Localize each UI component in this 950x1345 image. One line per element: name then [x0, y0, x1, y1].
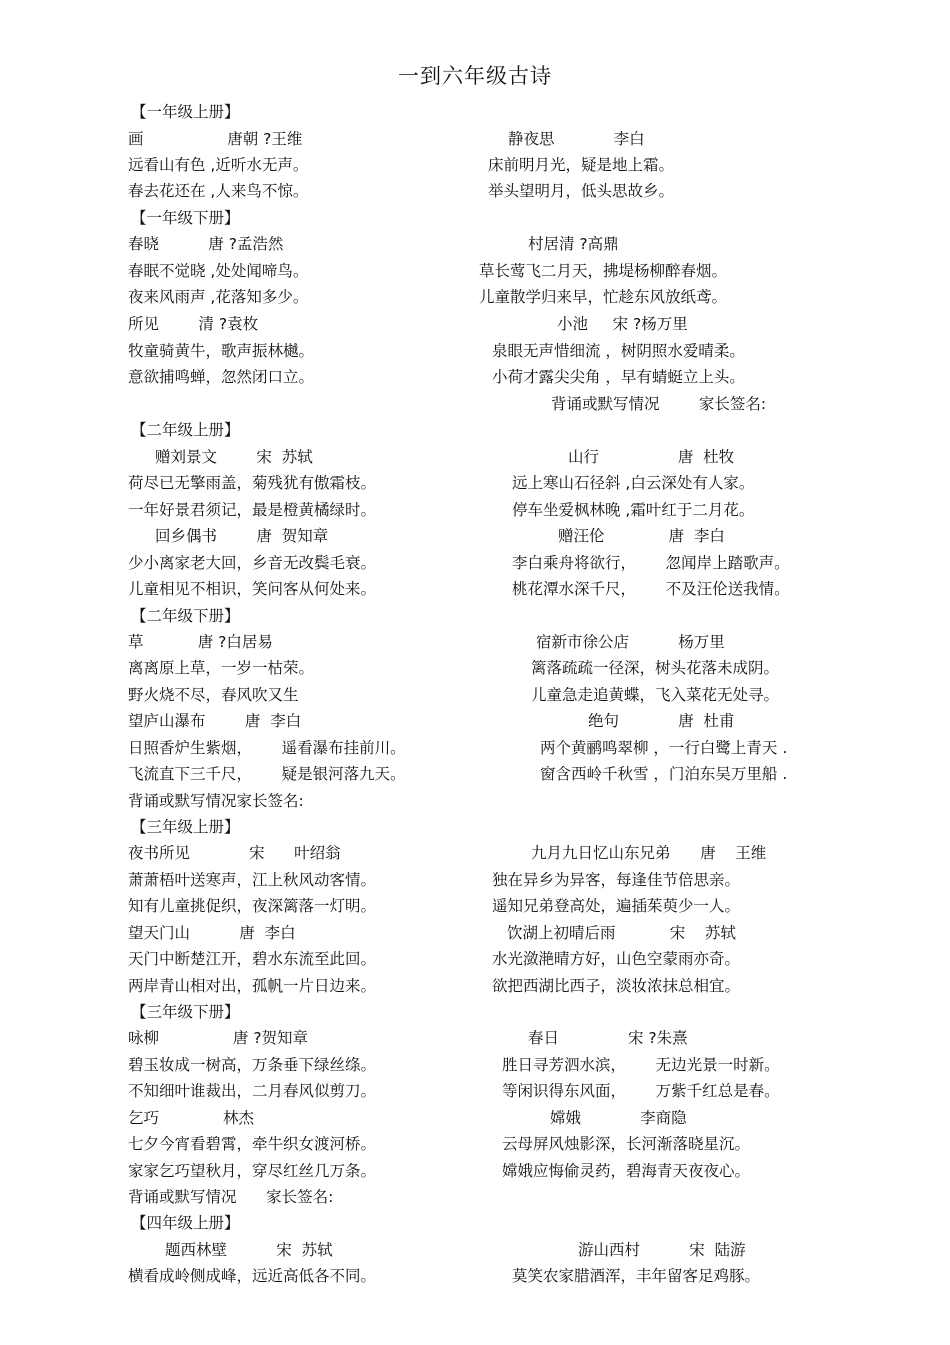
poem-line: 嫦娥应悔偷灵药，碧海青天夜夜心。	[502, 1162, 751, 1180]
poem-title-jueju: 绝句 唐 杜甫	[588, 712, 735, 730]
poem-line: 离离原上草，一岁一枯荣。	[128, 659, 315, 677]
poem-line: 少小离家老大回，乡音无改鬓毛衰。	[128, 554, 377, 572]
poem-title-jiuyuejiuri: 九月九日忆山东兄弟 唐 王维	[531, 844, 767, 862]
poem-title-chunri: 春日 宋 ?朱熹	[528, 1029, 688, 1047]
poem-line: 七夕今宵看碧霄，牵牛织女渡河桥。	[128, 1135, 377, 1153]
poem-title-shanxing: 山行 唐 杜牧	[568, 448, 735, 466]
poem-line: 举头望明月，低头思故乡。	[488, 182, 675, 200]
poem-title-change: 嫦娥 李商隐	[550, 1109, 687, 1127]
poem-title-zengliujingwen: 赠刘景文 宋 苏轼	[155, 448, 313, 466]
poem-title-tixilinbi: 题西林壁 宋 苏轼	[165, 1241, 333, 1259]
poem-line: 儿童相见不相识，笑问客从何处来。	[128, 580, 377, 598]
poem-line: 两岸青山相对出，孤帆一片日边来。	[128, 977, 377, 995]
poem-line: 云母屏风烛影深，长河渐落晓星沉。	[502, 1135, 751, 1153]
poem-line: 一年好景君须记，最是橙黄橘绿时。	[128, 501, 377, 519]
poem-title-yinhushang: 饮湖上初晴后雨 宋 苏轼	[507, 924, 736, 942]
poem-line: 不知细叶谁裁出，二月春风似剪刀。	[128, 1082, 377, 1100]
poem-title-hua: 画 唐朝 ?王维	[128, 130, 303, 148]
poem-line: 小荷才露尖尖角 ，早有蜻蜓立上头。	[492, 368, 745, 386]
poem-line: 莫笑农家腊酒浑，丰年留客足鸡豚。	[512, 1267, 761, 1285]
section-heading-grade4-a: 【四年级上册】	[131, 1214, 240, 1232]
poem-line: 等闲识得东风面， 万紫千红总是春。	[502, 1082, 780, 1100]
poem-line: 意欲捕鸣蝉，忽然闭口立。	[128, 368, 315, 386]
poem-line: 天门中断楚江开，碧水东流至此回。	[128, 950, 377, 968]
poem-line: 李白乘舟将欲行， 忽闻岸上踏歌声。	[512, 554, 790, 572]
poem-title-yeshusuojian: 夜书所见 宋 叶绍翁	[128, 844, 341, 862]
poem-line: 牧童骑黄牛，歌声振林樾。	[128, 342, 315, 360]
poem-line: 春去花还在 ,人来鸟不惊。	[128, 182, 309, 200]
poem-title-huixiang: 回乡偶书 唐 贺知章	[155, 527, 329, 545]
section-heading-grade3-a: 【三年级上册】	[131, 818, 240, 836]
poem-line: 碧玉妆成一树高，万条垂下绿丝绦。	[128, 1056, 377, 1074]
poem-line: 远看山有色 ,近听水无声。	[128, 156, 309, 174]
section-heading-grade3-b: 【三年级下册】	[131, 1003, 240, 1021]
poem-line: 萧萧梧叶送寒声，江上秋风动客情。	[128, 871, 377, 889]
poem-line: 知有儿童挑促织，夜深篱落一灯明。	[128, 897, 377, 915]
poem-line: 荷尽已无擎雨盖，菊残犹有傲霜枝。	[128, 474, 377, 492]
section-heading-grade1-b: 【一年级下册】	[131, 209, 240, 227]
poem-line: 两个黄鹂鸣翠柳 ，一行白鹭上青天 .	[540, 739, 788, 757]
poem-line: 欲把西湖比西子，淡妆浓抹总相宜。	[492, 977, 741, 995]
poem-line: 儿童散学归来早，忙趁东风放纸鸢。	[479, 288, 728, 306]
section-heading-grade2-b: 【二年级下册】	[131, 607, 240, 625]
poem-line: 胜日寻芳泗水滨， 无边光景一时新。	[502, 1056, 780, 1074]
poem-title-youshanxicun: 游山西村 宋 陆游	[578, 1241, 746, 1259]
poem-line: 夜来风雨声 ,花落知多少。	[128, 288, 309, 306]
page-title: 一到六年级古诗	[398, 64, 552, 88]
poem-line: 遥知兄弟登高处，遍插茱萸少一人。	[492, 897, 741, 915]
poem-title-suojian: 所见 清 ?袁枚	[128, 315, 259, 333]
poem-line: 水光潋滟晴方好，山色空蒙雨亦奇。	[492, 950, 741, 968]
poem-line: 独在异乡为异客，每逢佳节倍思亲。	[492, 871, 741, 889]
poem-line: 床前明月光，疑是地上霜。	[488, 156, 675, 174]
poem-line: 泉眼无声惜细流 ，树阴照水爱晴柔。	[492, 342, 745, 360]
poem-line: 停车坐爱枫林晚 ,霜叶红于二月花。	[512, 501, 755, 519]
poem-title-chunxiao: 春晓 唐 ?孟浩然	[128, 235, 284, 253]
poem-title-qiqiao: 乞巧 林杰	[128, 1109, 255, 1127]
poem-title-yongliu: 咏柳 唐 ?贺知章	[128, 1029, 309, 1047]
poem-line: 儿童急走追黄蝶，飞入菜花无处寻。	[531, 686, 780, 704]
recitation-signature-line: 背诵或默写情况 家长签名:	[128, 1188, 334, 1206]
poem-title-wangtianmenshan: 望天门山 唐 李白	[128, 924, 296, 942]
poem-title-wanglushan: 望庐山瀑布 唐 李白	[128, 712, 302, 730]
poem-title-zengwanglun: 赠汪伦 唐 李白	[558, 527, 725, 545]
poem-title-cunju: 村居清 ?高鼎	[528, 235, 619, 253]
poem-line: 飞流直下三千尺， 疑是银河落九天。	[128, 765, 406, 783]
poem-line: 草长莺飞二月天，拂堤杨柳醉春烟。	[479, 262, 728, 280]
recitation-signature-line: 背诵或默写情况 家长签名:	[551, 395, 767, 413]
poem-line: 篱落疏疏一径深，树头花落未成阴。	[531, 659, 780, 677]
poem-line: 远上寒山石径斜 ,白云深处有人家。	[512, 474, 755, 492]
poem-title-suxinshi: 宿新市徐公店 杨万里	[536, 633, 725, 651]
poem-title-cao: 草 唐 ?白居易	[128, 633, 273, 651]
poem-line: 桃花潭水深千尺， 不及汪伦送我情。	[512, 580, 790, 598]
recitation-signature-line: 背诵或默写情况家长签名:	[128, 792, 304, 810]
section-heading-grade2-a: 【二年级上册】	[131, 421, 240, 439]
poem-line: 窗含西岭千秋雪 ，门泊东吴万里船 .	[540, 765, 788, 783]
poem-line: 日照香炉生紫烟， 遥看瀑布挂前川。	[128, 739, 406, 757]
poem-line: 横看成岭侧成峰，远近高低各不同。	[128, 1267, 377, 1285]
poem-line: 春眠不觉晓 ,处处闻啼鸟。	[128, 262, 309, 280]
poem-line: 野火烧不尽，春风吹又生	[128, 686, 299, 704]
poem-title-xiaochi: 小池 宋 ?杨万里	[557, 315, 688, 333]
section-heading-grade1-a: 【一年级上册】	[131, 103, 240, 121]
poem-title-jingyesi: 静夜思 李白	[508, 130, 645, 148]
poem-line: 家家乞巧望秋月，穿尽红丝几万条。	[128, 1162, 377, 1180]
